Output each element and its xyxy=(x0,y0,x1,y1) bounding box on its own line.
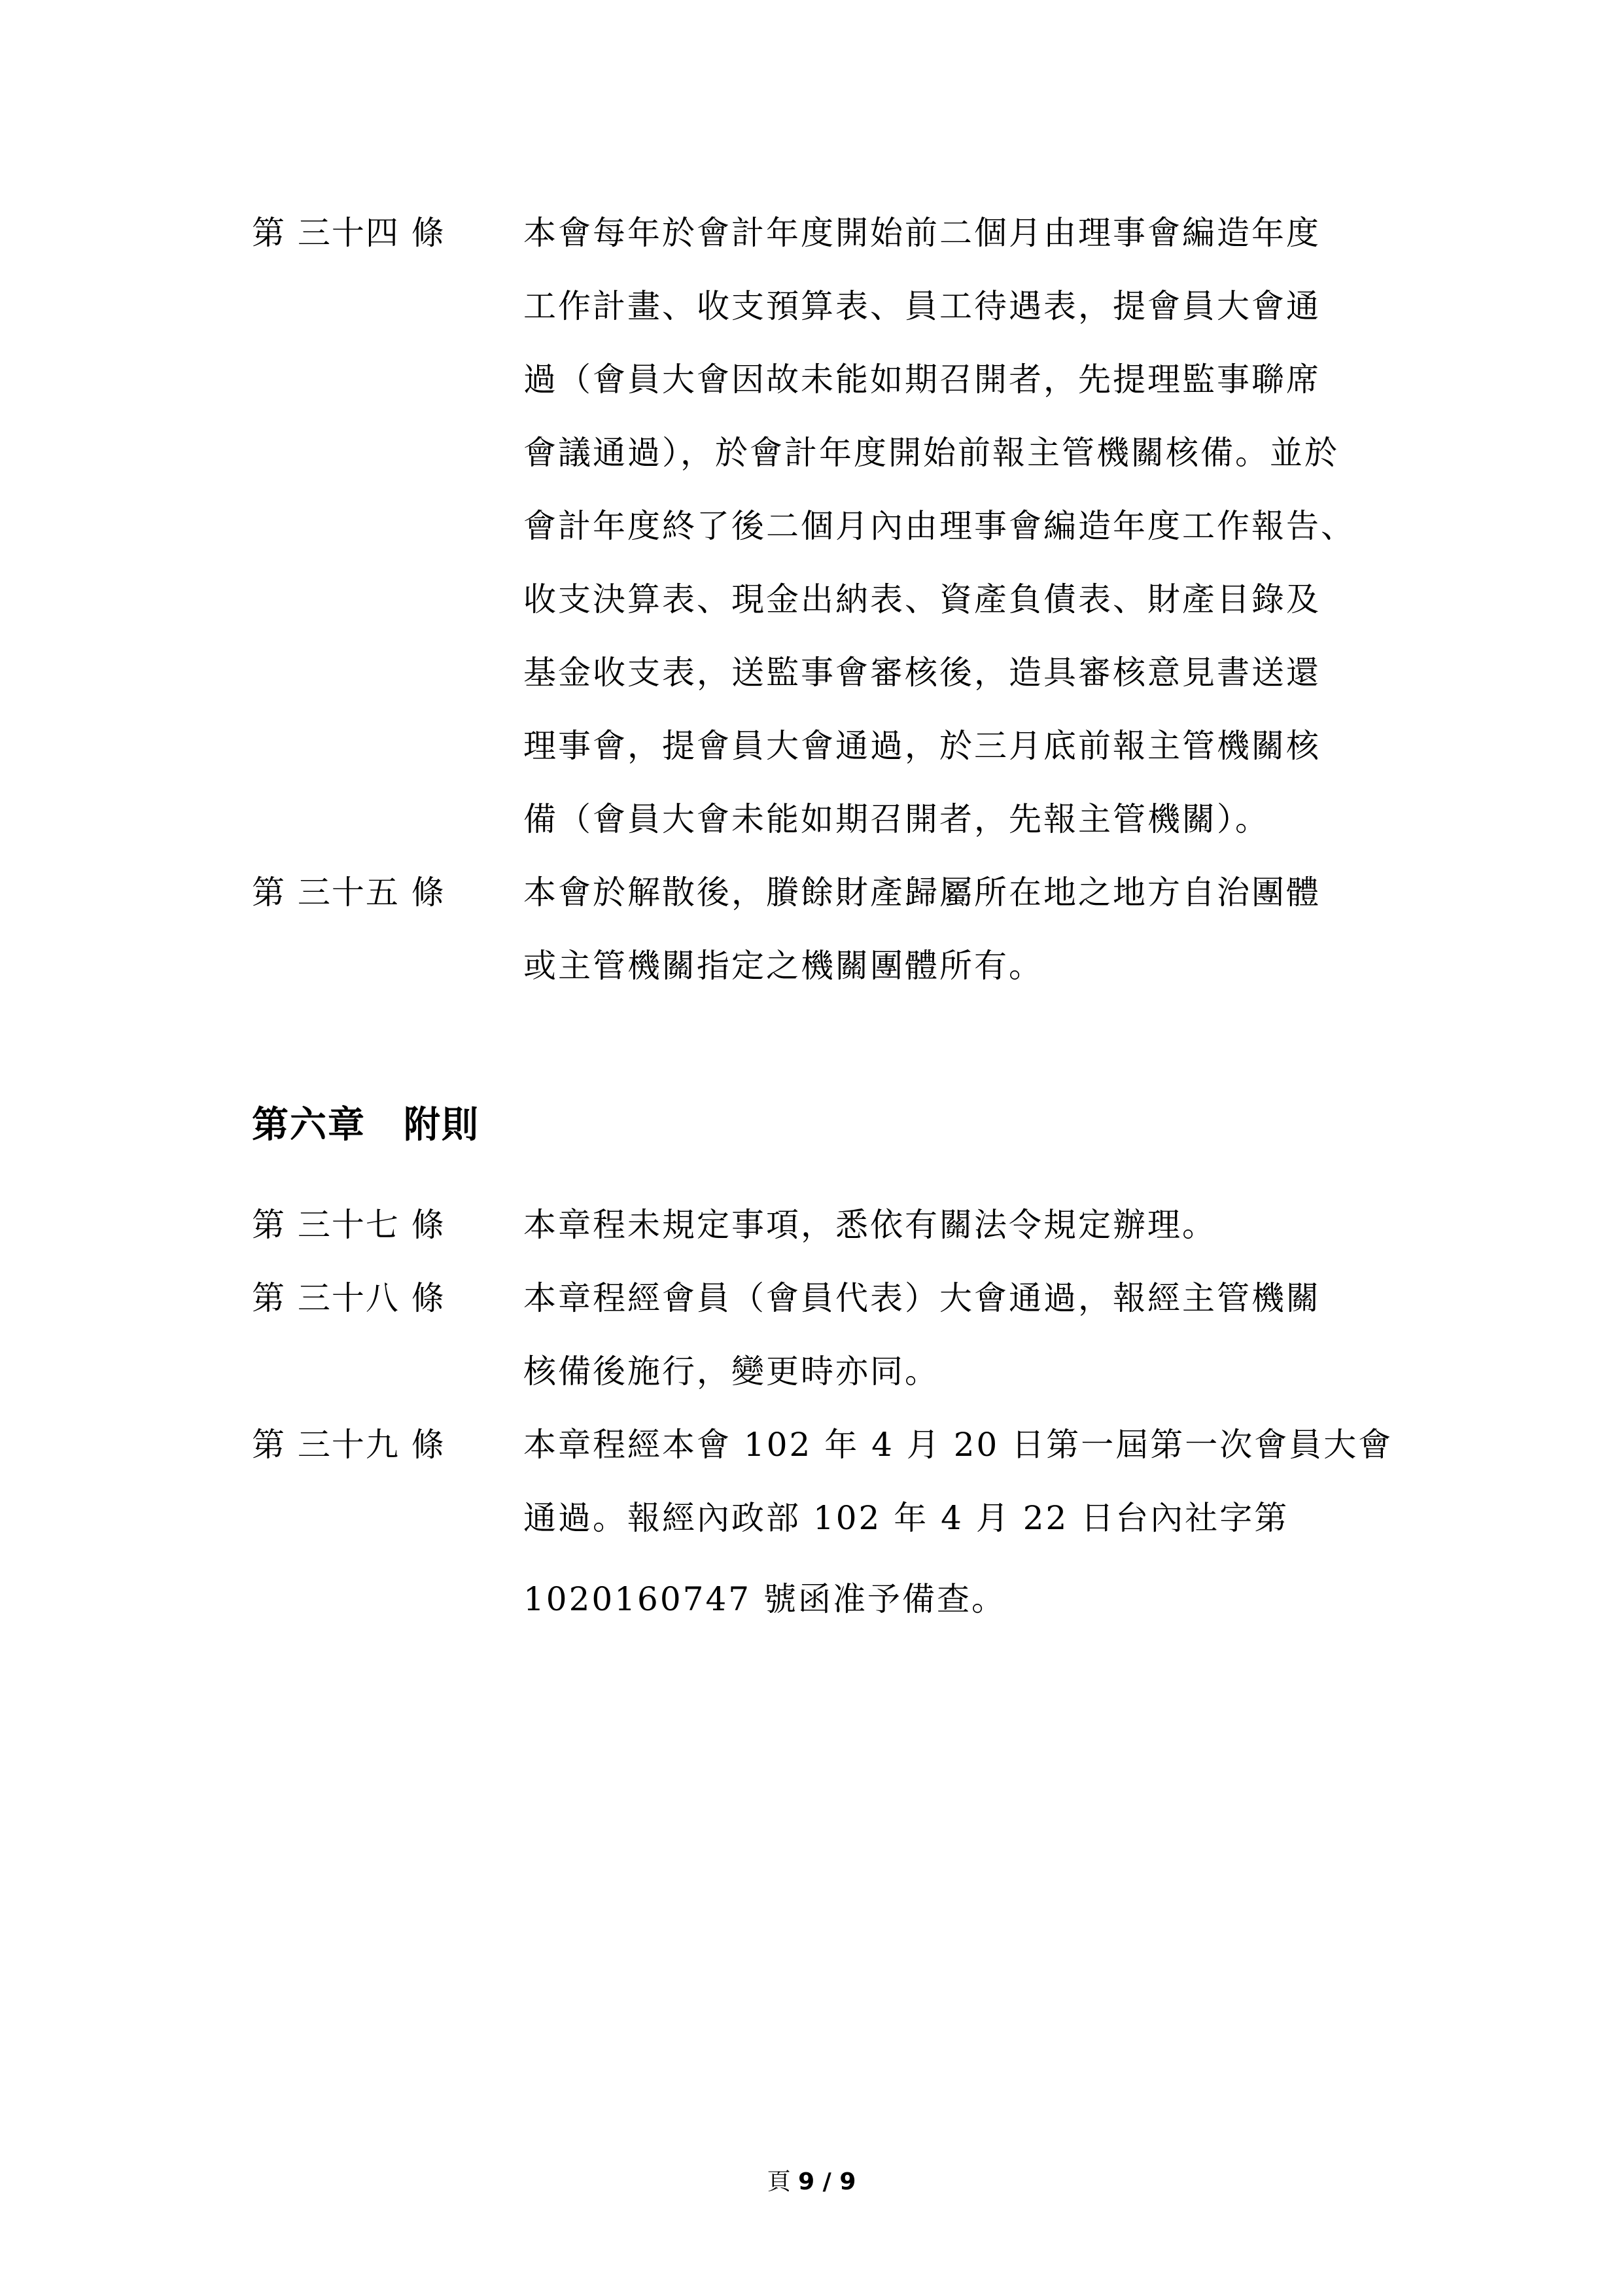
article-body xyxy=(523,196,1429,856)
article-line: 核備後施行，變更時亦同。 xyxy=(523,1352,939,1390)
article-line: 本會每年於會計年度開始前二個月由理事會編造年度 xyxy=(523,214,1321,252)
article-label: 第 三十四 條 xyxy=(252,214,445,252)
article-line: 收支決算表、現金出納表、資產負債表、財產目錄及 xyxy=(523,580,1321,618)
article-label: 第 三十九 條 xyxy=(252,1426,445,1464)
article-label: 第 三十五 條 xyxy=(252,874,445,911)
article-line: 工作計畫、收支預算表、員工待遇表，提會員大會通 xyxy=(523,287,1321,325)
article-line: 本章程經會員（會員代表）大會通過，報經主管機關 xyxy=(523,1279,1321,1317)
article-line: 本會於解散後，賸餘財產歸屬所在地之地方自治團體 xyxy=(523,874,1321,911)
article-line: 過（會員大會因故未能如期召開者，先提理監事聯席 xyxy=(523,361,1321,398)
article-label: 第 三十八 條 xyxy=(252,1279,445,1317)
chapter-heading: 第六章 附則 xyxy=(252,1104,480,1146)
page-number: 9 / 9 xyxy=(798,2168,856,2195)
article-body xyxy=(523,1262,1429,1408)
article-line: 本章程經本會 102 年 4 月 20 日第一屆第一次會員大會 xyxy=(523,1426,1393,1464)
article-line: 會計年度終了後二個月內由理事會編造年度工作報告、 xyxy=(523,507,1355,545)
article-line: 或主管機關指定之機關團體所有。 xyxy=(523,947,1043,985)
article-label: 第 三十七 條 xyxy=(252,1206,445,1244)
article-body xyxy=(523,1408,1429,1636)
article-line: 理事會，提會員大會通過，於三月底前報主管機關核 xyxy=(523,727,1321,765)
article-line: 備（會員大會未能如期召開者，先報主管機關）。 xyxy=(523,800,1270,838)
article-line: 會議通過），於會計年度開始前報主管機關核備。並於 xyxy=(523,434,1339,472)
page-footer xyxy=(0,2166,1623,2199)
article-line: 本章程未規定事項，悉依有關法令規定辦理。 xyxy=(523,1206,1217,1244)
article-line: 通過。報經內政部 102 年 4 月 22 日台內社字第 xyxy=(523,1499,1289,1537)
article-line: 1020160747 號函准予備查。 xyxy=(523,1580,1007,1618)
page-word: 頁 xyxy=(767,2168,791,2195)
article-line: 基金收支表，送監事會審核後，造具審核意見書送還 xyxy=(523,654,1321,692)
article-body xyxy=(523,856,1429,1002)
article-body xyxy=(523,1188,1429,1262)
